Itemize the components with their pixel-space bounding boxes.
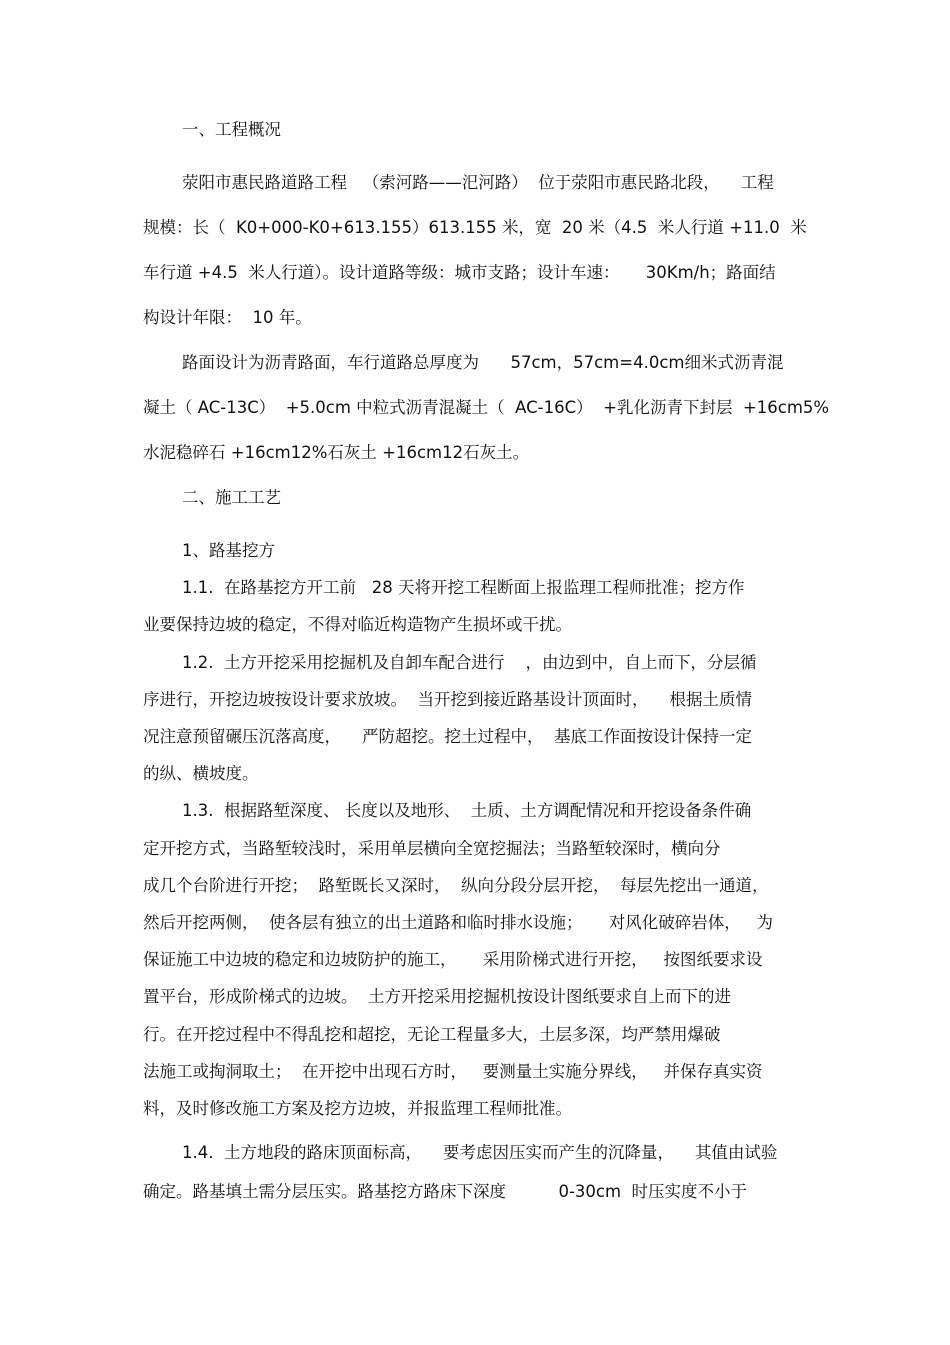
paragraph-line: 1.1. 在路基挖方开工前 28 天将开挖工程断面上报监理工程师批准；挖方作 xyxy=(182,578,745,597)
paragraph-line: 构设计年限： 10 年。 xyxy=(143,308,312,327)
paragraph-line: 水泥稳碎石 +16cm12%石灰土 +16cm12石灰土。 xyxy=(143,443,530,462)
paragraph-line: 1.4. 土方地段的路床顶面标高， 要考虑因压实而产生的沉降量， 其值由试验 xyxy=(182,1143,778,1162)
paragraph-line: 况注意预留碾压沉落高度， 严防超挖。挖土过程中， 基底工作面按设计保持一定 xyxy=(143,727,752,746)
paragraph-line: 规模：长（ K0+000-K0+613.155）613.155 米，宽 20 米（4.5 米人行道 +11.0 米 xyxy=(143,218,807,237)
paragraph-line: 定开挖方式，当路堑较浅时，采用单层横向全宽挖掘法；当路堑较深时，横向分 xyxy=(143,839,721,858)
paragraph-line: 置平台，形成阶梯式的边坡。 土方开挖采用挖掘机按设计图纸要求自上而下的进 xyxy=(143,987,731,1006)
paragraph-line: 然后开挖两侧， 使各层有独立的出土道路和临时排水设施； 对风化破碎岩体， 为 xyxy=(143,913,773,932)
section-heading-overview: 一、工程概况 xyxy=(182,120,281,139)
paragraph-line: 料，及时修改施工方案及挖方边坡，并报监理工程师批准。 xyxy=(143,1099,572,1118)
subsection-heading: 1、路基挖方 xyxy=(182,541,275,560)
paragraph-line: 凝土（ AC-13C） +5.0cm 中粒式沥青混凝土（ AC-16C） +乳化沥青下封层 +16cm5% xyxy=(143,398,830,417)
paragraph-line: 路面设计为沥青路面，车行道路总厚度为 57cm，57cm=4.0cm细米式沥青混 xyxy=(182,353,784,372)
paragraph-line: 序进行，开挖边坡按设计要求放坡。 当开挖到接近路基设计顶面时， 根据土质情 xyxy=(143,690,752,709)
paragraph-line: 确定。路基填土需分层压实。路基挖方路床下深度 0-30cm 时压实度不小于 xyxy=(143,1182,748,1201)
paragraph-line: 成几个台阶进行开挖； 路堑既长又深时， 纵向分段分层开挖， 每层先挖出一通道， xyxy=(143,876,769,895)
paragraph-line: 法施工或掏洞取土； 在开挖中出现石方时， 要测量土实施分界线， 并保存真实资 xyxy=(143,1062,763,1081)
paragraph-line: 1.2. 土方开挖采用挖掘机及自卸车配合进行 ，由边到中，自上而下，分层循 xyxy=(182,653,757,672)
paragraph-line: 荥阳市惠民路道路工程 （索河路——汜河路） 位于荥阳市惠民路北段， 工程 xyxy=(182,173,774,192)
paragraph-line: 1.3. 根据路堑深度、 长度以及地形、 土质、土方调配情况和开挖设备条件确 xyxy=(182,801,752,820)
paragraph-line: 业要保持边坡的稳定，不得对临近构造物产生损坏或干扰。 xyxy=(143,615,572,634)
paragraph-line: 行。在开挖过程中不得乱挖和超挖，无论工程量多大，土层多深，均严禁用爆破 xyxy=(143,1025,721,1044)
section-heading-process: 二、施工工艺 xyxy=(182,488,281,507)
paragraph-line: 的纵、横坡度。 xyxy=(143,764,259,783)
paragraph-line: 车行道 +4.5 米人行道）。设计道路等级：城市支路；设计车速： 30Km/h；路面结 xyxy=(143,263,776,282)
paragraph-line: 保证施工中边坡的稳定和边坡防护的施工， 采用阶梯式进行开挖， 按图纸要求设 xyxy=(143,950,763,969)
